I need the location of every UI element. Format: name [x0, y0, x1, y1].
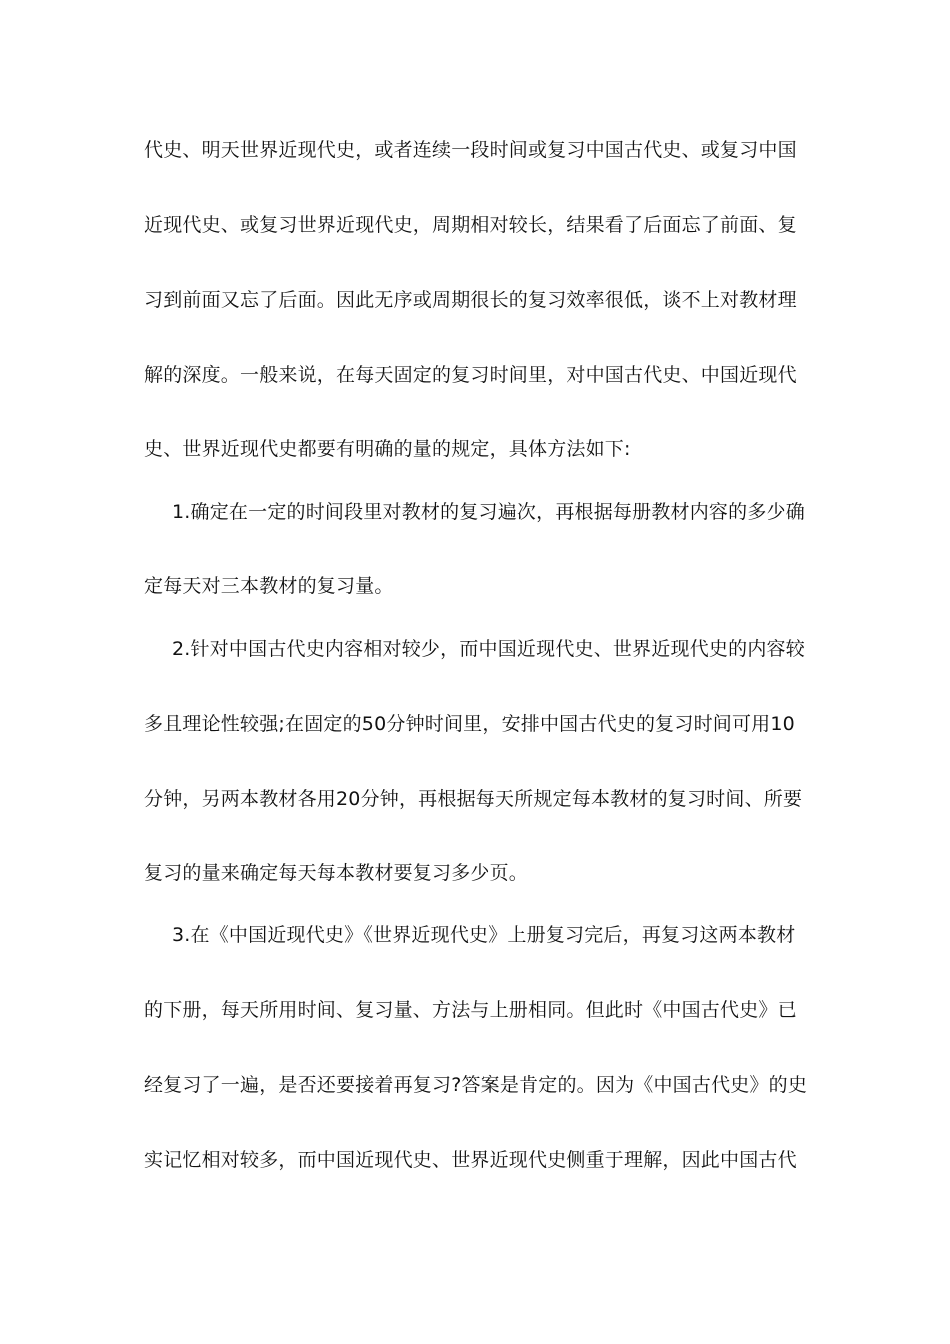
text-line: 习到前面又忘了后面。因此无序或周期很长的复习效率很低，谈不上对教材理 [144, 289, 797, 311]
list-item-3-line: 3.在《中国近现代史》《世界近现代史》上册复习完后，再复习这两本教材 [172, 924, 796, 946]
text-line: 复习的量来确定每天每本教材要复习多少页。 [144, 862, 529, 884]
text-line: 的下册，每天所用时间、复习量、方法与上册相同。但此时《中国古代史》已 [144, 999, 797, 1021]
text-line: 实记忆相对较多，而中国近现代史、世界近现代史侧重于理解，因此中国古代 [144, 1149, 797, 1171]
text-line: 代史、明天世界近现代史，或者连续一段时间或复习中国古代史、或复习中国 [144, 139, 797, 161]
text-line: 多且理论性较强;在固定的50分钟时间里，安排中国古代史的复习时间可用10 [144, 713, 795, 735]
text-line: 分钟，另两本教材各用20分钟，再根据每天所规定每本教材的复习时间、所要 [144, 788, 803, 810]
text-line: 史、世界近现代史都要有明确的量的规定，具体方法如下: [144, 438, 631, 460]
list-item-1-line: 1.确定在一定的时间段里对教材的复习遍次，再根据每册教材内容的多少确 [172, 501, 805, 523]
text-line: 经复习了一遍，是否还要接着再复习?答案是肯定的。因为《中国古代史》的史 [144, 1074, 808, 1096]
text-line: 解的深度。一般来说，在每天固定的复习时间里，对中国古代史、中国近现代 [144, 364, 797, 386]
text-line: 近现代史、或复习世界近现代史，周期相对较长，结果看了后面忘了前面、复 [144, 214, 797, 236]
text-line: 定每天对三本教材的复习量。 [144, 575, 394, 597]
list-item-2-line: 2.针对中国古代史内容相对较少，而中国近现代史、世界近现代史的内容较 [172, 638, 805, 660]
